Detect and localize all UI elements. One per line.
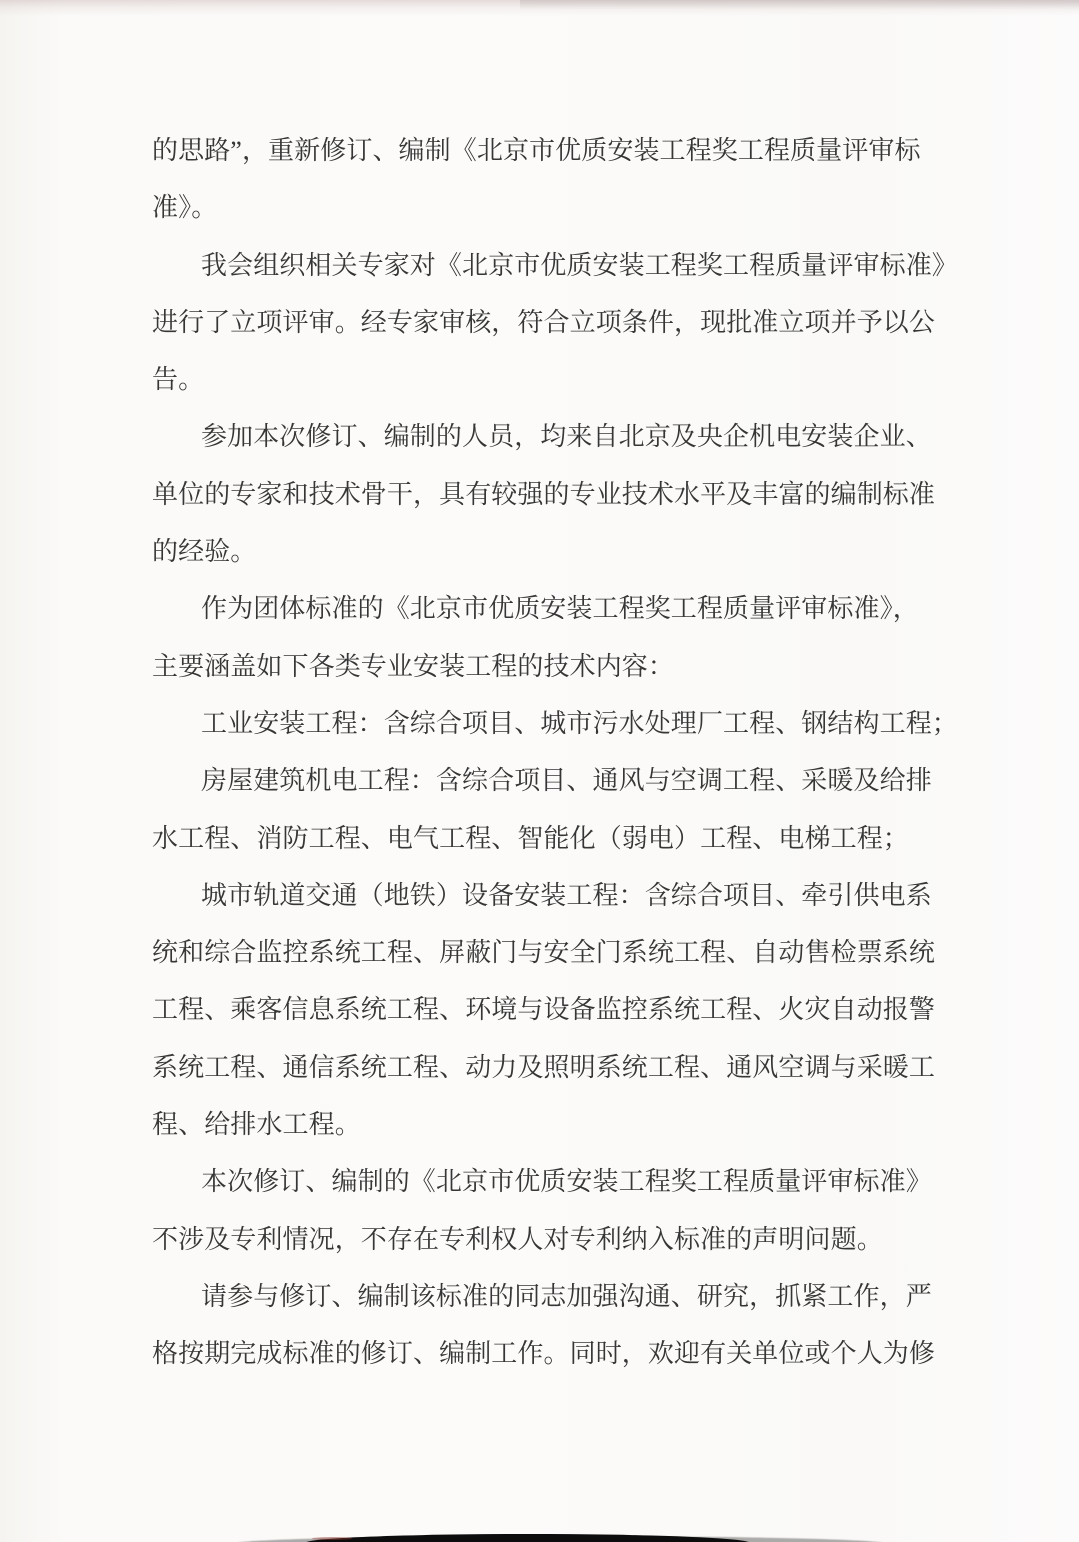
- text-line: 请参与修订、编制该标准的同志加强沟通、研究，抓紧工作，严: [201, 1281, 932, 1311]
- text-line: 程、给排水工程。: [152, 1110, 361, 1140]
- text-line: 不涉及专利情况，不存在专利权人对专利纳入标准的声明问题。: [152, 1224, 883, 1254]
- scan-artifact-bottom-shadow: [305, 1534, 750, 1542]
- text-line: 参加本次修订、编制的人员，均来自北京及央企机电安装企业、: [201, 422, 932, 452]
- text-line: 格按期完成标准的修订、编制工作。同时，欢迎有关单位或个人为修: [152, 1339, 936, 1369]
- text-line: 工业安装工程：含综合项目、城市污水处理厂工程、钢结构工程；: [201, 708, 958, 738]
- text-line: 作为团体标准的《北京市优质安装工程奖工程质量评审标准》，: [201, 594, 919, 624]
- text-line: 进行了立项评审。经专家审核，符合立项条件，现批准立项并予以公: [152, 307, 936, 337]
- scan-artifact-top-band: [0, 0, 1079, 16]
- text-line: 我会组织相关专家对《北京市优质安装工程奖工程质量评审标准》: [201, 250, 958, 280]
- text-line: 城市轨道交通（地铁）设备安装工程：含综合项目、牵引供电系: [201, 880, 932, 910]
- text-line: 房屋建筑机电工程：含综合项目、通风与空调工程、采暖及给排: [201, 766, 932, 796]
- text-line: 主要涵盖如下各类专业安装工程的技术内容：: [152, 651, 675, 681]
- scan-artifact-top-band-right: [520, 0, 1079, 10]
- text-line: 系统工程、通信系统工程、动力及照明系统工程、通风空调与采暖工: [152, 1052, 936, 1082]
- text-line: 工程、乘客信息系统工程、环境与设备监控系统工程、火灾自动报警: [152, 995, 936, 1025]
- text-line: 的思路”，重新修订、编制《北京市优质安装工程奖工程质量评审标: [152, 136, 921, 165]
- text-line: 告。: [152, 365, 205, 395]
- text-line: 单位的专家和技术骨干，具有较强的专业技术水平及丰富的编制标准: [152, 479, 936, 509]
- scan-artifact-bottom-red-tinge: [312, 1537, 352, 1540]
- text-line: 的经验。: [152, 537, 257, 567]
- text-line: 准》。: [152, 193, 218, 223]
- text-line: 本次修订、编制的《北京市优质安装工程奖工程质量评审标准》: [201, 1167, 932, 1197]
- text-line: 水工程、消防工程、电气工程、智能化（弱电）工程、电梯工程；: [152, 823, 909, 853]
- text-line: 统和综合监控系统工程、屏蔽门与安全门系统工程、自动售检票系统: [152, 938, 936, 968]
- document-text-block: [152, 122, 958, 1383]
